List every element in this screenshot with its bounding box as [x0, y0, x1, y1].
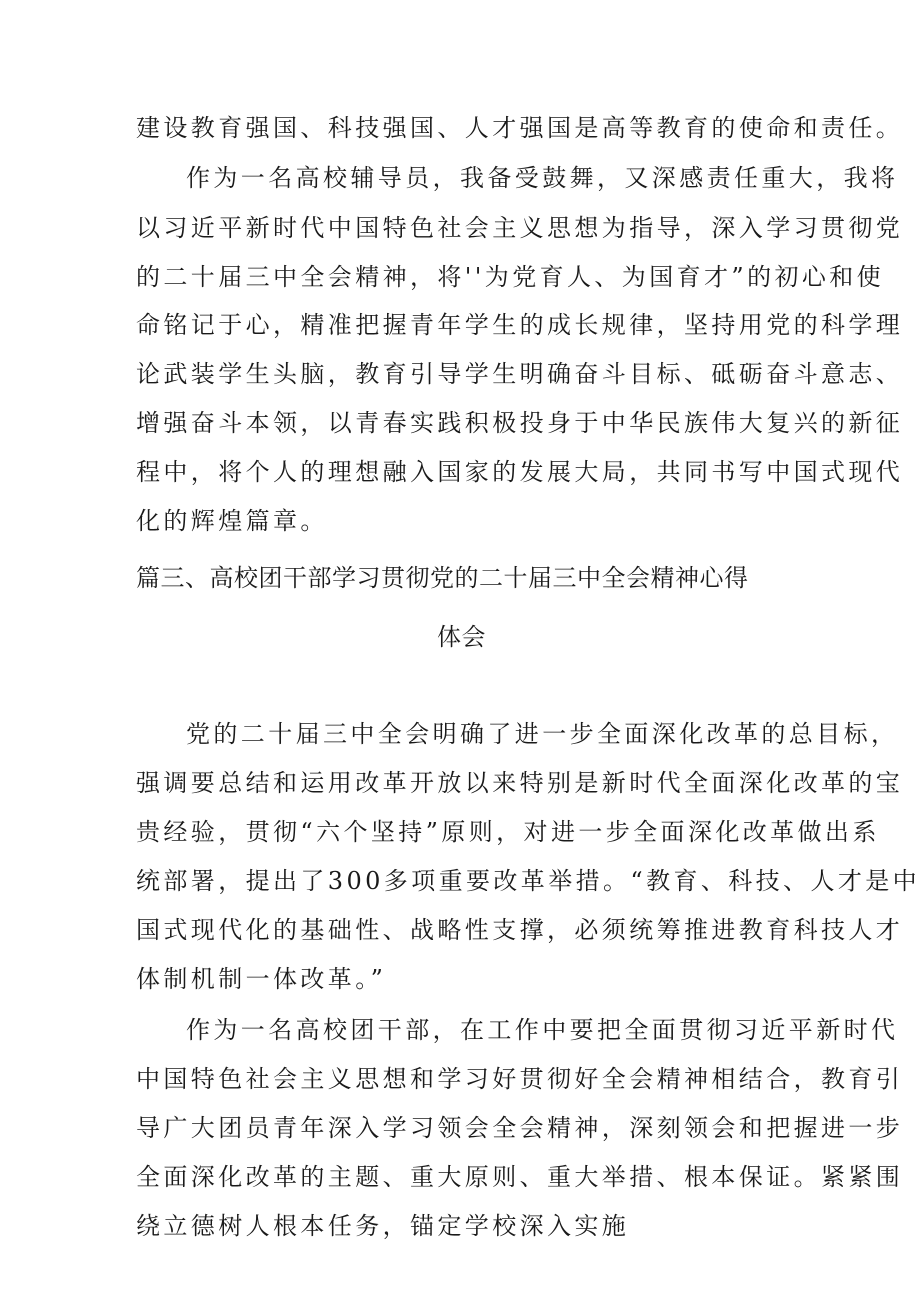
- body-text-line: 党的二十届三中全会明确了进一步全面深化改革的总目标，: [186, 720, 899, 748]
- body-text-line: 命铭记于心，精准把握青年学生的成长规律，坚持用党的科学理: [136, 311, 904, 339]
- section-title: 篇三、高校团干部学习贯彻党的二十届三中全会精神心得: [136, 564, 749, 592]
- body-text-line: 建设教育强国、科技强国、人才强国是高等教育的使命和责任。: [136, 114, 904, 142]
- body-text-line: 绕立德树人根本任务，锚定学校深入实施: [136, 1212, 630, 1240]
- body-text-line: 全面深化改革的主题、重大原则、重大举措、根本保证。紧紧围: [136, 1163, 904, 1191]
- body-text-line: 统部署，提出了300多项重要改革举措。“教育、科技、人才是中: [136, 867, 920, 895]
- body-text-line: 作为一名高校团干部，在工作中要把全面贯彻习近平新时代: [186, 1016, 899, 1044]
- body-text-line: 体制机制一体改革。”: [136, 965, 387, 993]
- body-text-line: 作为一名高校辅导员，我备受鼓舞，又深感责任重大，我将: [186, 164, 899, 192]
- body-text-line: 程中，将个人的理想融入国家的发展大局，共同书写中国式现代: [136, 458, 904, 486]
- body-text-line: 中国特色社会主义思想和学习好贯彻好全会精神相结合，教育引: [136, 1065, 904, 1093]
- body-text-line: 的二十届三中全会精神，将''为党育人、为国育才”的初心和使: [136, 263, 885, 291]
- body-text-line: 强调要总结和运用改革开放以来特别是新时代全面深化改革的宝: [136, 769, 904, 797]
- body-text-line: 论武装学生头脑，教育引导学生明确奋斗目标、砥砺奋斗意志、: [136, 360, 904, 388]
- body-text-line: 化的辉煌篇章。: [136, 507, 328, 535]
- body-text-line: 国式现代化的基础性、战略性支撑，必须统筹推进教育科技人才: [136, 916, 904, 944]
- body-text-line: 增强奋斗本领，以青春实践积极投身于中华民族伟大复兴的新征: [136, 409, 904, 437]
- body-text-line: 贵经验，贯彻“六个坚持”原则，对进一步全面深化改革做出系: [136, 818, 880, 846]
- body-text-line: 以习近平新时代中国特色社会主义思想为指导，深入学习贯彻党: [136, 214, 904, 242]
- section-title-continuation: 体会: [437, 623, 486, 651]
- body-text-line: 导广大团员青年深入学习领会全会精神，深刻领会和把握进一步: [136, 1114, 904, 1142]
